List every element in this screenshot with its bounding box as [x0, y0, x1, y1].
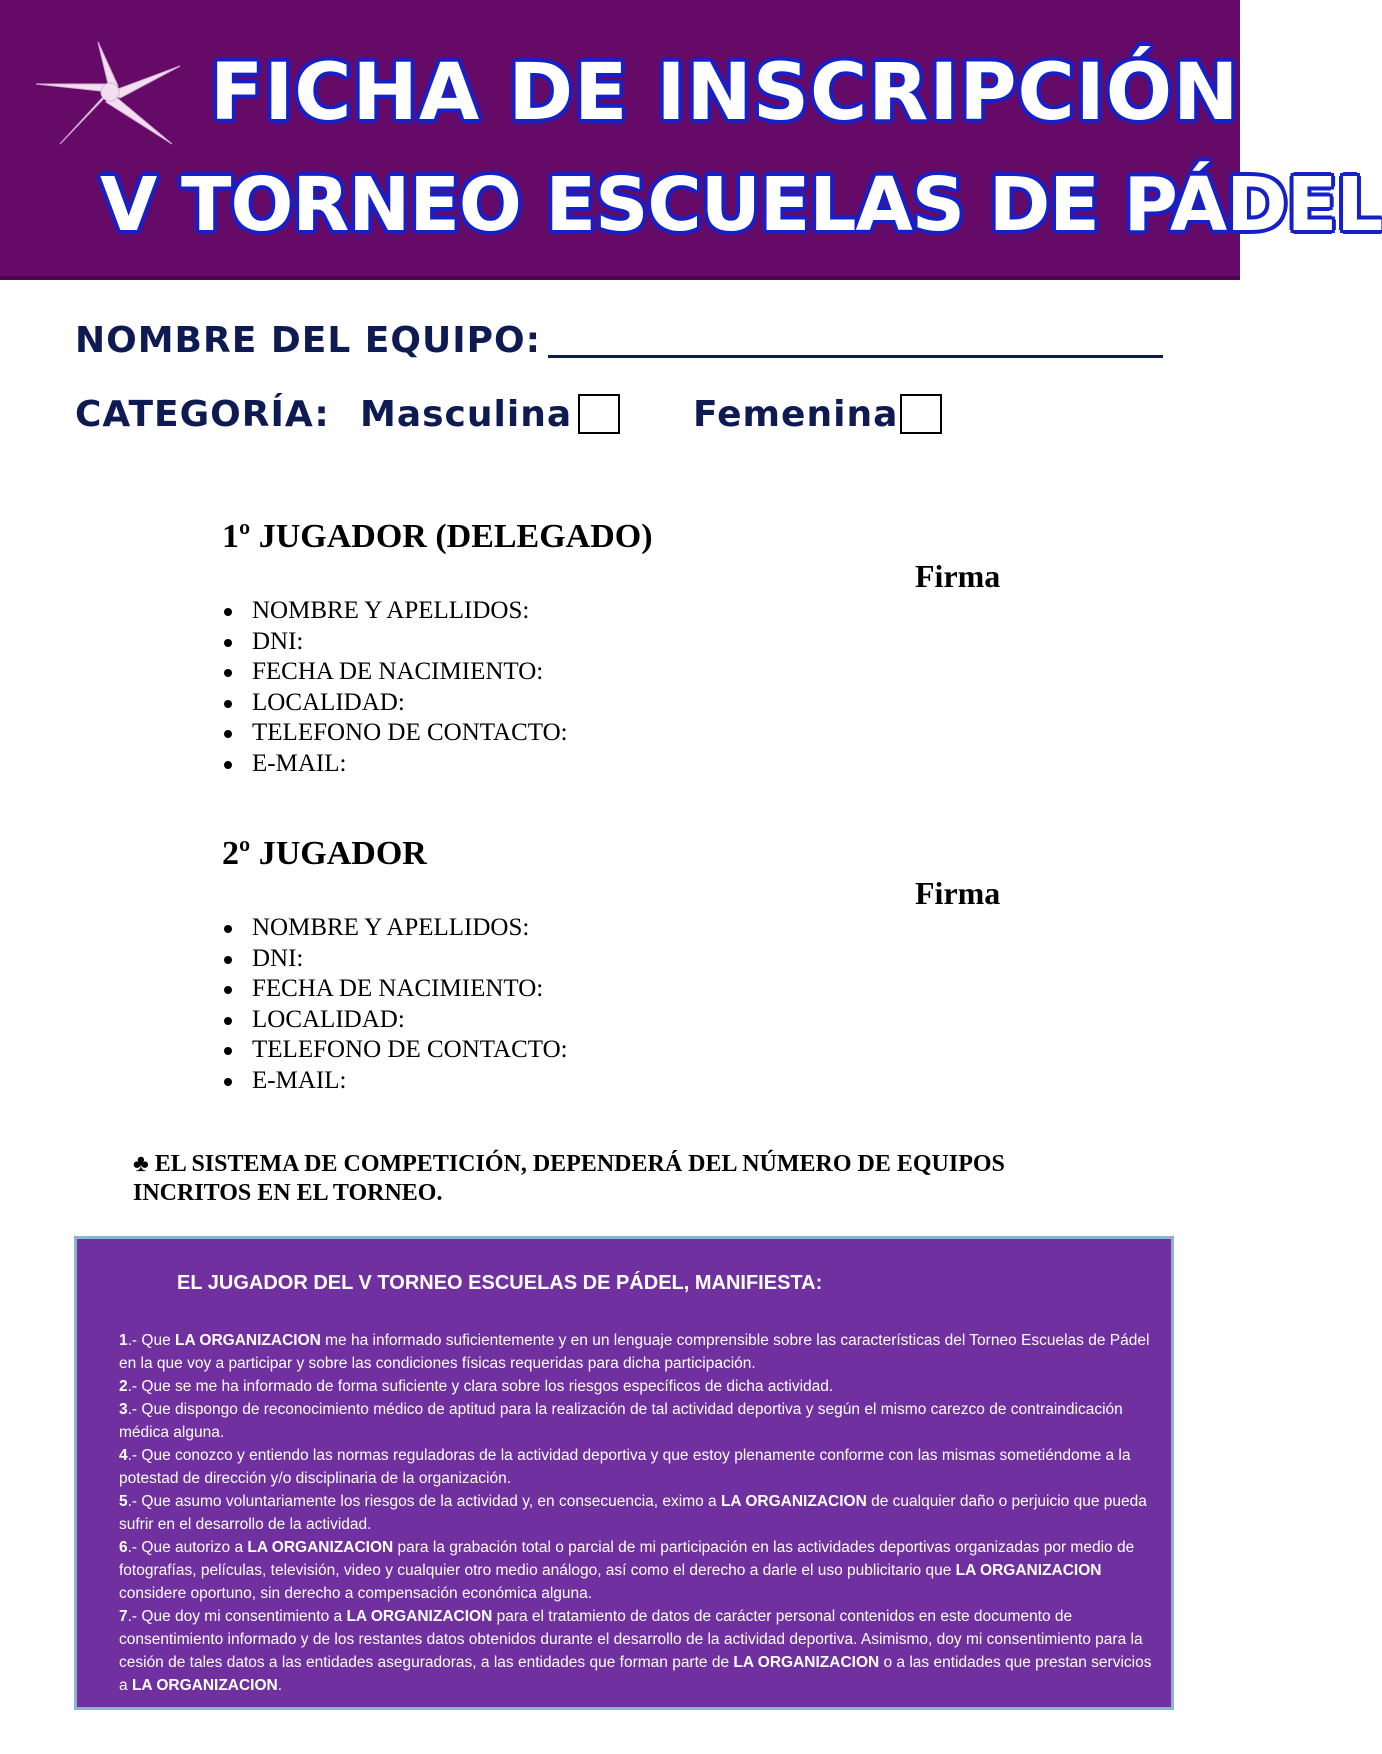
form-title: FICHA DE INSCRIPCIÓN — [210, 48, 1240, 138]
manifest-item-3: 3.- Que dispongo de reconocimiento médico de aptitud para la realización de tal actividad deportiva y según el mismo carezco de contraindicación médica alguna. — [119, 1401, 1123, 1441]
player2-signature-label: Firma — [915, 875, 1001, 911]
list-item: NOMBRE Y APELLIDOS: — [222, 913, 568, 944]
category-masculina-checkbox[interactable] — [578, 394, 620, 434]
manifest-item-6: 6.- Que autorizo a LA ORGANIZACION para la grabación total o parcial de mi participación en las actividades deportivas organizadas por medio de fotografías, películas, televisión, video y cualquier otro medio análogo, así como el derecho a darle el uso publicitario que LA ORGANIZACION considere oportuno, sin derecho a compensación económica alguna. — [119, 1539, 1135, 1602]
manifest-items — [119, 1329, 1159, 1697]
list-item: LOCALIDAD: — [222, 688, 568, 719]
manifest-title: EL JUGADOR DEL V TORNEO ESCUELAS DE PÁDEL, MANIFIESTA: — [177, 1272, 823, 1294]
category-masculina-label: Masculina — [360, 394, 573, 435]
manifest-item-5: 5.- Que asumo voluntariamente los riesgos de la actividad y, en consecuencia, eximo a LA ORGANIZACION de cualquier daño o perjuicio que pueda sufrir en el desarrollo de la actividad. — [119, 1493, 1147, 1533]
player1-title: 1º JUGADOR (DELEGADO) — [222, 518, 653, 555]
player2-fields — [222, 913, 568, 1096]
list-item: FECHA DE NACIMIENTO: — [222, 974, 568, 1005]
manifest-item-4: 4.- Que conozco y entiendo las normas reguladoras de la actividad deportiva y que estoy plenamente conforme con las mismas sometiéndome a la potestad de dirección y/o disciplinaria de la organización. — [119, 1447, 1131, 1487]
category-femenina-label: Femenina — [693, 394, 899, 435]
player1-fields — [222, 596, 568, 779]
list-item: TELEFONO DE CONTACTO: — [222, 718, 568, 749]
list-item: DNI: — [222, 627, 568, 658]
tournament-title: V TORNEO ESCUELAS DE PÁDEL — [100, 162, 1382, 248]
manifest-box — [74, 1236, 1174, 1710]
manifest-item-7: 7.- Que doy mi consentimiento a LA ORGANIZACION para el tratamiento de datos de carácter personal contenidos en este documento de consentimiento informado y de los restantes datos obtenidos durante el desarrollo de la actividad deportiva. Asimismo, doy mi consentimiento para la cesión de tales datos a las entidades aseguradoras, a las entidades que forman parte de LA ORGANIZACION o a las entidades que prestan servicios a LA ORGANIZACION. — [119, 1608, 1152, 1694]
player2-title: 2º JUGADOR — [222, 835, 427, 872]
list-item: LOCALIDAD: — [222, 1005, 568, 1036]
list-item: DNI: — [222, 944, 568, 975]
player1-signature-label: Firma — [915, 558, 1001, 594]
list-item: E-MAIL: — [222, 749, 568, 780]
team-name-field[interactable] — [548, 355, 1163, 358]
list-item: TELEFONO DE CONTACTO: — [222, 1035, 568, 1066]
header-banner — [0, 0, 1382, 280]
list-item: NOMBRE Y APELLIDOS: — [222, 596, 568, 627]
competition-notice — [133, 1150, 1093, 1208]
manifest-item-1: 1.- Que LA ORGANIZACION me ha informado suficientemente y en un lenguaje comprensible sobre las características del Torneo Escuelas de Pádel en la que voy a participar y sobre las condiciones físicas requeridas para dicha participación. — [119, 1332, 1150, 1372]
notice-line2: INCRITOS EN EL TORNEO. — [133, 1180, 443, 1206]
category-femenina-checkbox[interactable] — [900, 394, 942, 434]
notice-line1: ♣ EL SISTEMA DE COMPETICIÓN, DEPENDERÁ DEL NÚMERO DE EQUIPOS — [133, 1151, 1005, 1177]
category-label: CATEGORÍA: — [75, 394, 330, 435]
list-item: E-MAIL: — [222, 1066, 568, 1097]
manifest-item-2: 2.- Que se me ha informado de forma suficiente y clara sobre los riesgos específicos de dicha actividad. — [119, 1378, 834, 1395]
team-name-label: NOMBRE DEL EQUIPO: — [75, 320, 541, 361]
starfish-icon — [30, 36, 190, 151]
list-item: FECHA DE NACIMIENTO: — [222, 657, 568, 688]
